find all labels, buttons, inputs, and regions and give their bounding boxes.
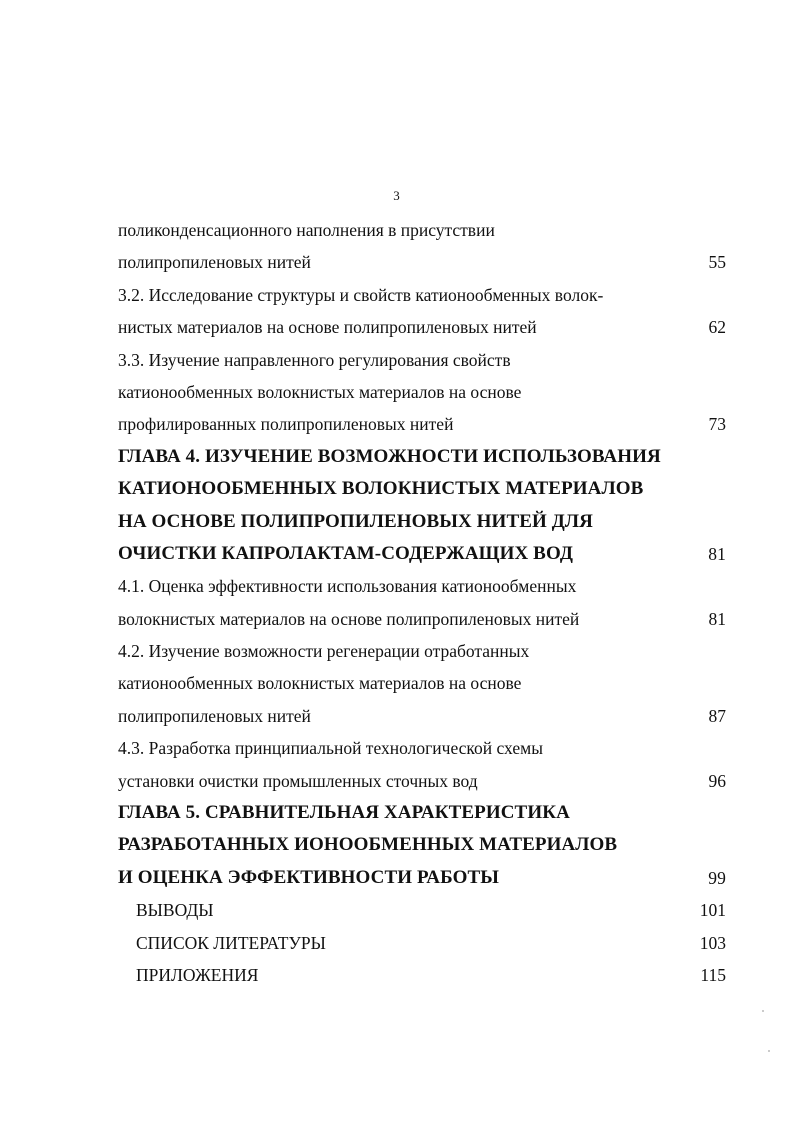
toc-chapter-heading — [118, 797, 730, 829]
toc-entry-page: 96 — [708, 770, 726, 791]
toc-entry-text: КАТИОНООБМЕННЫХ ВОЛОКНИСТЫХ МАТЕРИАЛОВ — [118, 478, 644, 500]
toc-entry-text: 4.1. Оценка эффективности использования катионообменных — [118, 576, 577, 597]
toc-entry-text: 3.2. Исследование структуры и свойств катионообменных волок- — [118, 284, 604, 305]
toc-entry-text: 4.2. Изучение возможности регенерации отработанных — [118, 641, 530, 662]
toc-entry — [118, 570, 730, 602]
page-number: 3 — [393, 188, 400, 203]
toc-chapter-heading — [118, 506, 730, 538]
toc-entry-text: ГЛАВА 4. ИЗУЧЕНИЕ ВОЗМОЖНОСТИ ИСПОЛЬЗОВАНИЯ — [118, 445, 661, 467]
toc-entry-text: ГЛАВА 5. СРАВНИТЕЛЬНАЯ ХАРАКТЕРИСТИКА — [118, 802, 570, 824]
scan-speck — [762, 1010, 764, 1012]
toc-entry — [118, 344, 730, 376]
toc-entry-text: катионообменных волокнистых материалов на основе — [118, 381, 522, 402]
toc-entry-page: 55 — [708, 252, 726, 273]
toc-entry-page: 115 — [700, 964, 726, 985]
toc-entry — [118, 246, 730, 278]
toc-entry — [118, 894, 730, 926]
toc-entry-page: 99 — [708, 867, 726, 888]
toc-entry — [118, 959, 730, 991]
toc-entry-page: 73 — [708, 414, 726, 435]
toc-entry — [118, 311, 730, 343]
toc-entry — [118, 927, 730, 959]
toc-entry-page: 87 — [708, 705, 726, 726]
toc-entry — [118, 732, 730, 764]
toc-entry — [118, 603, 730, 635]
toc-entry-text: НА ОСНОВЕ ПОЛИПРОПИЛЕНОВЫХ НИТЕЙ ДЛЯ — [118, 510, 593, 532]
toc-chapter-heading — [118, 441, 730, 473]
toc-entry — [118, 376, 730, 408]
toc-entry-text: профилированных полипропиленовых нитей — [118, 414, 454, 435]
toc-entry — [118, 667, 730, 699]
toc-entry — [118, 279, 730, 311]
toc-entry-text: катионообменных волокнистых материалов на основе — [118, 673, 522, 694]
toc-chapter-heading — [118, 862, 730, 894]
toc-entry-page: 101 — [699, 900, 726, 921]
toc-entry-text: ПРИЛОЖЕНИЯ — [136, 964, 259, 985]
scan-speck — [768, 1050, 770, 1052]
toc-entry-text: ОЧИСТКИ КАПРОЛАКТАМ-СОДЕРЖАЩИХ ВОД — [118, 542, 574, 564]
toc-entry-text: нистых материалов на основе полипропиленовых нитей — [118, 317, 537, 338]
toc-entry-text: полипропиленовых нитей — [118, 252, 311, 273]
toc-entry-text: поликонденсационного наполнения в присутствии — [118, 220, 495, 240]
toc-entry-page: 81 — [708, 608, 726, 629]
toc-entry — [118, 765, 730, 797]
toc-entry — [118, 214, 730, 246]
toc-entry — [118, 408, 730, 440]
toc-entry-text: полипропиленовых нитей — [118, 705, 311, 726]
toc-entry-text: ВЫВОДЫ — [136, 900, 214, 921]
toc-chapter-heading — [118, 829, 730, 861]
toc-entry-text: РАЗРАБОТАННЫХ ИОНООБМЕННЫХ МАТЕРИАЛОВ — [118, 834, 618, 856]
toc-chapter-heading — [118, 473, 730, 505]
toc-entry-text: установки очистки промышленных сточных вод — [118, 770, 478, 791]
toc-entry-text: волокнистых материалов на основе полипропиленовых нитей — [118, 608, 580, 629]
toc-entry-text: 4.3. Разработка принципиальной технологической схемы — [118, 738, 543, 759]
toc-entry-text: И ОЦЕНКА ЭФФЕКТИВНОСТИ РАБОТЫ — [118, 866, 500, 888]
toc-entry — [118, 635, 730, 667]
toc-entry-page: 81 — [708, 543, 726, 564]
toc-entry-page: 103 — [699, 932, 726, 953]
toc-chapter-heading — [118, 538, 730, 570]
toc-entry — [118, 700, 730, 732]
toc-entry-text: СПИСОК ЛИТЕРАТУРЫ — [136, 932, 326, 953]
toc-entry-page: 62 — [708, 317, 726, 338]
table-of-contents — [118, 214, 730, 991]
toc-entry-text: 3.3. Изучение направленного регулирования свойств — [118, 349, 511, 370]
